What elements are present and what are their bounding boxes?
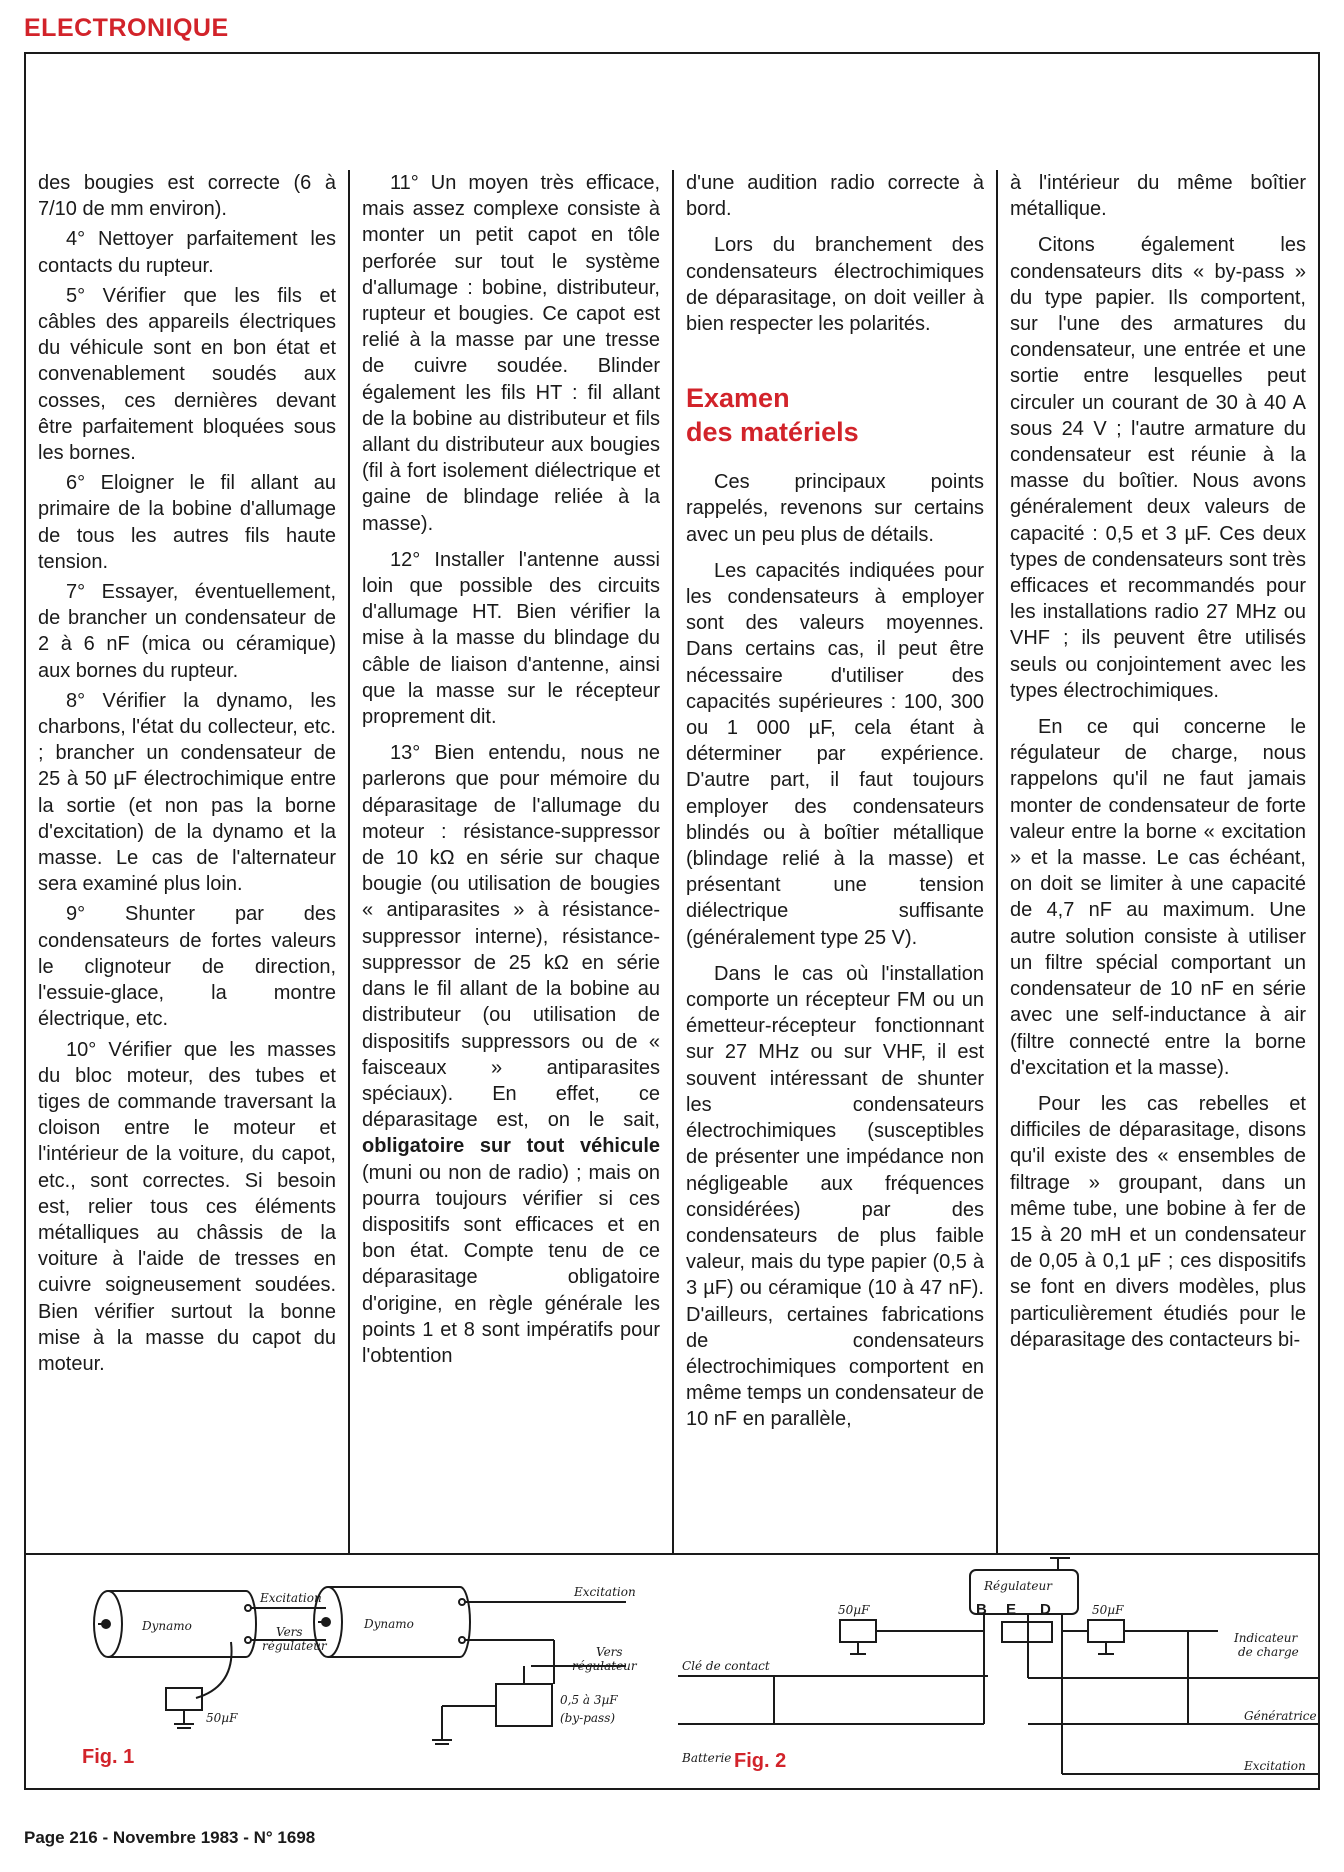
section-heading xyxy=(686,381,984,449)
paragraph: 7° Essayer, éventuellement, de brancher un condensateur de 2 à 6 nF (mica ou céramique) aux bornes du rupteur. xyxy=(38,581,336,682)
dynamo-label: Dynamo xyxy=(364,1617,414,1631)
paragraph: 10° Vérifier que les masses du bloc moteur, des tubes et tiges de commande traversant la cloison entre le moteur et l'intérieur de la voiture, du capot, etc., sont correctes. Si besoin est, relier tous ces éléments métalliques au châssis de la voiture à l'aide de tresses en cuivre soigneusement soudées. Bien vérifier surtout la bonne mise à la masse du capot du moteur. xyxy=(38,1038,336,1375)
figure-caption: Fig. 1 xyxy=(82,1746,135,1768)
paragraph: des bougies est correcte (6 à 7/10 de mm environ). xyxy=(38,172,336,221)
capacitor-value: 0,5 à 3µF xyxy=(560,1693,618,1707)
paragraph: Ces principaux points rappelés, revenons sur certains avec un peu plus de détails. xyxy=(686,471,984,546)
paragraph: 9° Shunter par des condensateurs de fortes valeurs le clignoteur de direction, l'essuie-glace, la montre électrique, etc. xyxy=(38,903,336,1031)
paragraph: d'une audition radio correcte à bord. xyxy=(686,172,984,221)
indicator-label: de charge xyxy=(1238,1645,1299,1659)
terminal-d: D xyxy=(1040,1601,1051,1618)
regulateur-label: régulateur xyxy=(572,1659,637,1673)
section-header: ELECTRONIQUE xyxy=(24,14,229,42)
paragraph-text: 13° Bien entendu, nous ne parlerons que pour mémoire du déparasitage de l'allumage du moteur : résistance-suppressor de 10 kΩ en série sur chaque bougie (ou utilisation de bougies « antiparasites » à résistance-suppressor interne), résistance-suppressor de 25 kΩ en série dans le fil allant de la bobine au distributeur (ou utilisation de dispositifs suppressors ou de « faisceaux » antiparasites spéciaux). En effet, ce déparasitage est, on le sait, xyxy=(362,742,660,1132)
bypass-label: (by-pass) xyxy=(560,1711,616,1725)
paragraph: 8° Vérifier la dynamo, les charbons, l'état du collecteur, etc. ; brancher un condensateur de 25 à 50 µF électrochimique entre la sortie (et non pas la borne d'excitation) de la dynamo et la masse. Le cas de l'alternateur sera examiné plus loin. xyxy=(38,689,336,896)
article-columns xyxy=(26,170,1318,1553)
paragraph: à l'intérieur du même boîtier métallique. xyxy=(1010,172,1306,221)
capacitor-value: 50µF xyxy=(1092,1603,1124,1617)
paragraph: Lors du branchement des condensateurs électrochimiques de déparasitage, on doit veiller à bien respecter les polarités. xyxy=(686,234,984,336)
paragraph: En ce qui concerne le régulateur de charge, nous rappelons qu'il ne faut jamais monter de condensateur de forte valeur entre la borne « excitation » et la masse. Le cas échéant, on doit se limiter à une capacité de 4,7 nF au maximum. Une autre solution consiste à utiliser un filtre spécial comportant un condensateur de 10 nF en série avec une self-inductance à air (filtre connecté entre la borne d'excitation et la masse). xyxy=(1010,716,1306,1079)
heading-line: Examen xyxy=(686,383,790,414)
paragraph-text: (muni ou non de radio) ; mais on pourra toujours vérifier si ces dispositifs sont efficaces et en bon état. Compte tenu de ce déparasitage obligatoire d'origine, en règle générale les points 1 et 8 sont impératifs pour l'obtention xyxy=(362,1161,660,1367)
heading-line: des matériels xyxy=(686,417,859,448)
paragraph: 5° Vérifier que les fils et câbles des appareils électriques du véhicule sont en bon état et convenablement soudés aux cosses, ces dernières devant être parfaitement bloquées sous les bornes. xyxy=(38,284,336,465)
paragraph: 12° Installer l'antenne aussi loin que possible des circuits d'allumage HT. Bien vérifier la mise à la masse du blindage du câble de liaison d'antenne, ainsi que la masse sur le récepteur proprement dit. xyxy=(362,548,660,729)
excitation-label: Excitation xyxy=(1244,1759,1306,1773)
terminal-b: B xyxy=(976,1601,987,1618)
vers-label: Vers xyxy=(596,1645,623,1659)
paragraph: Dans le cas où l'installation comporte un récepteur FM ou un émetteur-récepteur fonctionnant sur 27 MHz ou sur VHF, il est souvent intéressant de shunter les condensateurs électrochimiques (susceptibles de présenter une impédance non négligeable aux fréquences considérées) par des condensateurs de plus faible valeur, mais du type papier (0,5 à 3 µF) ou céramique (10 à 47 nF). D'ailleurs, certaines fabrications de condensateurs électrochimiques comportent en même temps un condensateur de 10 nF en parallèle, xyxy=(686,962,984,1431)
figure-divider xyxy=(26,1553,1318,1555)
dynamo-left xyxy=(94,1591,326,1728)
figures-area xyxy=(26,1556,1318,1788)
ignition-key-label: Clé de contact xyxy=(682,1659,770,1673)
column-1 xyxy=(26,170,348,1553)
vers-label: Vers xyxy=(276,1625,303,1639)
capacitor-box xyxy=(840,1620,876,1642)
regulateur-label: régulateur xyxy=(262,1639,327,1653)
paragraph: Citons également les condensateurs dits « by-pass » du type papier. Ils comportent, sur l'une des armatures du condensateur, une entrée et une sortie entre lesquelles peut circuler un courant de 30 à 40 A sous 24 V ; l'autre armature du condensateur est réunie à la masse du boîtier. Nous avons généralement deux valeurs de capacité : 0,5 et 3 µF. Ces deux types de condensateurs sont très efficaces et recommandés pour les installations radio 27 MHz ou VHF ; ils peuvent être utilisés seuls ou conjointement avec les types électrochimiques. xyxy=(1010,234,1306,702)
page-footer: Page 216 - Novembre 1983 - N° 1698 xyxy=(24,1828,316,1847)
column-3 xyxy=(674,170,996,1553)
paragraph: 4° Nettoyer parfaitement les contacts du rupteur. xyxy=(38,228,336,277)
paragraph: Pour les cas rebelles et difficiles de déparasitage, disons qu'il existe des « ensembles de filtrage » groupant, dans un même tube, une bobine à fer de 15 à 20 mH et un condensateur de 0,05 à 0,1 µF ; ces dispositifs se font en divers modèles, plus particulièrement étudiés pour le déparasitage des contacteurs bi- xyxy=(1010,1092,1306,1351)
paragraph xyxy=(362,740,660,1369)
column-2 xyxy=(350,170,672,1553)
column-4 xyxy=(998,170,1318,1553)
battery-label: Batterie xyxy=(682,1751,732,1765)
paragraph: 6° Eloigner le fil allant au primaire de la bobine d'allumage de tous les autres fils haute tension. xyxy=(38,472,336,573)
excitation-label: Excitation xyxy=(260,1591,322,1605)
regulator-label: Régulateur xyxy=(984,1579,1052,1593)
indicator-label: Indicateur xyxy=(1234,1631,1298,1645)
emphasis-text: obligatoire sur tout véhicule xyxy=(362,1135,660,1158)
capacitor-value: 50µF xyxy=(838,1603,870,1617)
excitation-label: Excitation xyxy=(574,1585,636,1599)
generator-label: Génératrice xyxy=(1244,1709,1317,1723)
paragraph: 11° Un moyen très efficace, mais assez complexe consiste à monter un petit capot en tôle perforée sur tout le système d'allumage : bobine, distributeur, rupteur et bougies. Ce capot est relié à la masse par une tresse de cuivre soudée. Blinder également les fils HT : fil allant de la bobine au distributeur et fils allant du distributeur aux bougies (fil à fort isolement diélectrique et gaine de blindage reliée à la masse). xyxy=(362,172,660,535)
paragraph: Les capacités indiquées pour les condensateurs à employer sont des valeurs moyennes. Dans certains cas, il peut être nécessaire d'utiliser des capacités supérieures : 100, 300 ou 1 000 µF, cela étant à déterminer par expérience. D'autre part, il faut toujours employer des condensateurs blindés ou à boîtier métallique (blindage relié à la masse) et présentant une tension diélectrique suffisante (généralement type 25 V). xyxy=(686,559,984,949)
dynamo-label: Dynamo xyxy=(142,1619,192,1633)
capacitor-value: 50µF xyxy=(206,1711,238,1725)
terminal-e: E xyxy=(1006,1601,1017,1618)
figure-caption: Fig. 2 xyxy=(734,1750,787,1772)
